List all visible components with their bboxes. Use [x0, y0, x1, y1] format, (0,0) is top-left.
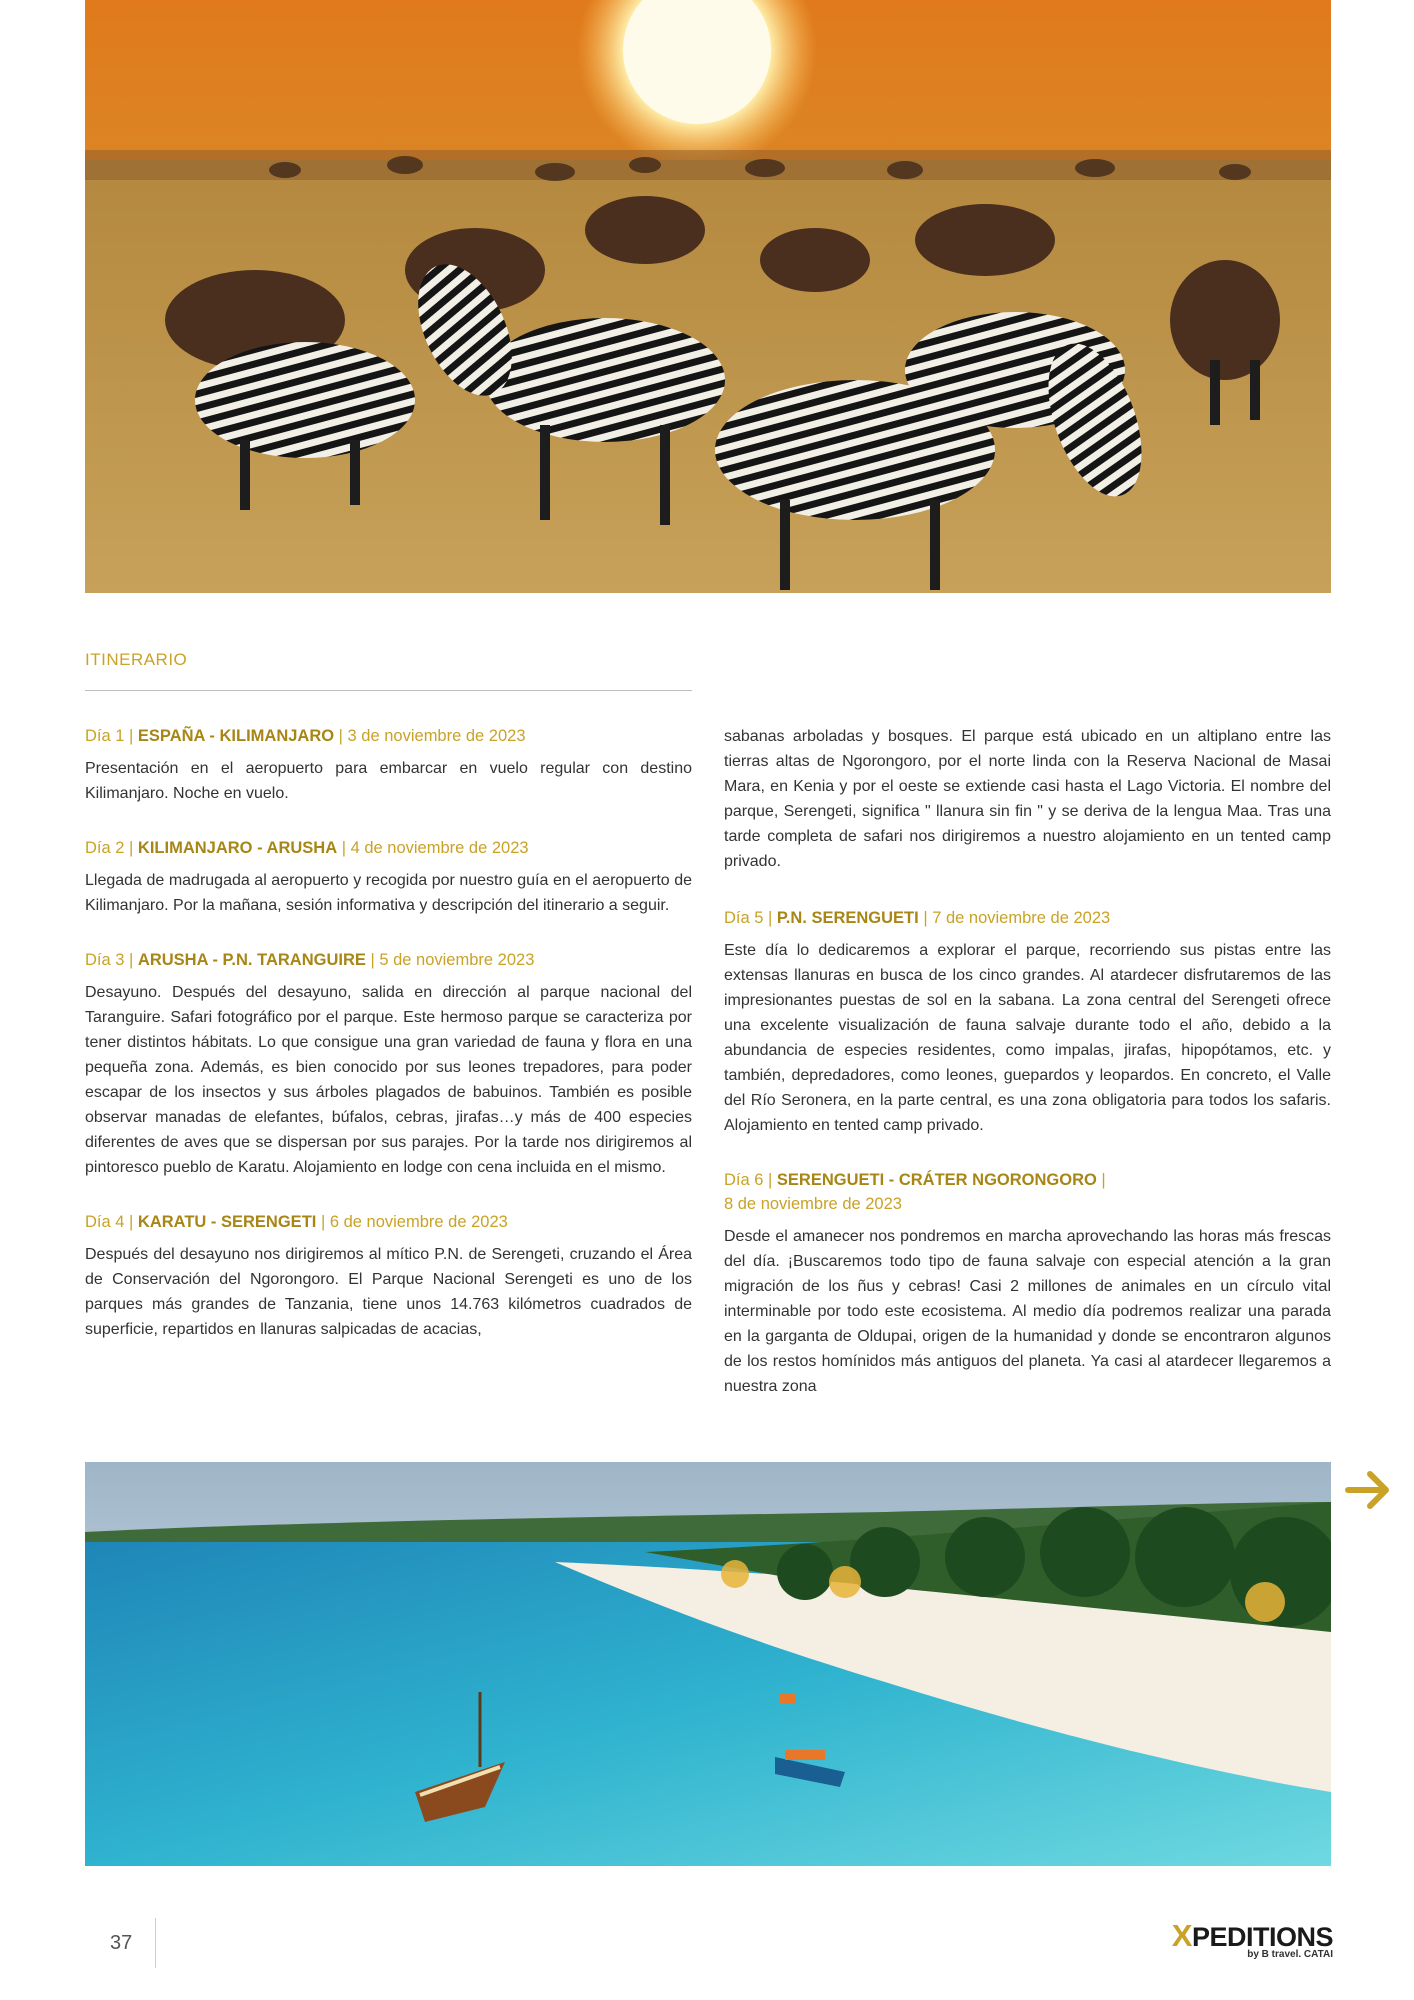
day-description: Desde el amanecer nos pondremos en marcha aprovechando las horas más frescas del día. ¡Buscaremos todo tipo de fauna salvaje con especial atención a la gran migración de los ñus y cebras! Casi 2 millones de animales en un círculo vital interminable por todo este ecosistema. Al medio día podremos realizar una parada en la garganta de Oldupai, origen de la humanidad y donde se encontraron algunos de los restos homínidos más antiguos del planeta. Ya casi al atardecer llegaremos a nuestra zona — [724, 1228, 1331, 1395]
day-date: 8 de noviembre de 2023 — [724, 1195, 902, 1213]
day-heading: Día 3 | ARUSHA - P.N. TARANGUIRE | 5 de noviembre 2023 — [85, 951, 535, 969]
brand-tagline: by B travel. CATAI — [1247, 1949, 1333, 1960]
day-heading: Día 6 | SERENGUETI - CRÁTER NGORONGORO | 8 de noviembre de 2023 — [724, 1171, 1106, 1213]
day-heading: Día 1 | ESPAÑA - KILIMANJARO | 3 de noviembre de 2023 — [85, 727, 526, 745]
itinerary-day — [85, 948, 692, 1180]
day-date: 5 de noviembre 2023 — [379, 951, 535, 969]
brand-name: XPEDITIONS — [1171, 1918, 1333, 1953]
itinerary-column-left — [85, 724, 692, 1372]
itinerary-column-right — [724, 724, 1331, 1429]
itinerary-day — [85, 724, 692, 806]
day-description: Desayuno. Después del desayuno, salida en dirección al parque nacional del Taranguire. Safari fotográfico por el parque. Este hermoso parque se caracteriza por tener distintos hábitats. Lo que consigue una gran variedad de fauna y flora en una pequeña zona. Además, es bien conocido por sus leones trepadores, para poder escapar de los insectos y sus árboles plagados de babuinos. También es posible observar manadas de elefantes, búfalos, cebras, jirafas…y más de 400 especies diferentes de aves que se dispersan por sus parajes. Por la tarde nos dirigiremos al pintoresco pueblo de Karatu. Alojamiento en lodge con cena incluida en el mismo. — [85, 984, 692, 1176]
day-description-continued: sabanas arboladas y bosques. El parque está ubicado en un altiplano entre las tierras altas de Ngorongoro, por el norte linda con la Reserva Nacional de Masai Mara, en Kenia y por el oeste se extiende casi hasta el Lago Victoria. El nombre del parque, Serengeti, significa " llanura sin fin " y se deriva de la lengua Maa. Tras una tarde completa de safari nos dirigiremos a nuestro alojamiento en un tented camp privado. — [724, 728, 1331, 870]
day-route: KARATU - SERENGETI — [137, 1213, 317, 1231]
page-number: 37 — [110, 1932, 133, 1954]
day-route: ARUSHA - P.N. TARANGUIRE — [137, 951, 366, 969]
itinerary-day — [724, 906, 1331, 1138]
safari-photo — [85, 0, 1331, 593]
day-heading: Día 5 | P.N. SERENGUETI | 7 de noviembre de 2023 — [724, 909, 1111, 927]
section-title: ITINERARIO — [85, 650, 188, 669]
day-route: SERENGUETI - CRÁTER NGORONGORO — [776, 1171, 1097, 1189]
day-heading: Día 4 | KARATU - SERENGETI | 6 de noviembre de 2023 — [85, 1213, 508, 1231]
section-divider — [85, 690, 692, 691]
beach-photo — [85, 1462, 1331, 1866]
day-description: Llegada de madrugada al aeropuerto y recogida por nuestro guía en el aeropuerto de Kilimanjaro. Por la mañana, sesión informativa y descripción del itinerario a seguir. — [85, 872, 692, 914]
itinerary-day — [85, 1210, 692, 1342]
day-number: Día 5 — [724, 909, 764, 927]
itinerary-day — [724, 1168, 1331, 1399]
day-route: P.N. SERENGUETI — [776, 909, 919, 927]
arrow-right-icon[interactable] — [1340, 1462, 1396, 1518]
itinerary-day — [85, 836, 692, 918]
day-description: Después del desayuno nos dirigiremos al mítico P.N. de Serengeti, cruzando el Área de Conservación del Ngorongoro. El Parque Nacional Serengeti es uno de los parques más grandes de Tanzania, tiene unos 14.763 kilómetros cuadrados de superficie, repartidos en llanuras salpicadas de acacias, — [85, 1246, 692, 1338]
day-number: Día 6 — [724, 1171, 764, 1189]
day-heading: Día 2 | KILIMANJARO - ARUSHA | 4 de noviembre de 2023 — [85, 839, 529, 857]
day-date: 7 de noviembre de 2023 — [932, 909, 1111, 927]
day-date: 6 de noviembre de 2023 — [329, 1213, 508, 1231]
day-route: ESPAÑA - KILIMANJARO — [137, 727, 335, 745]
day-description: Este día lo dedicaremos a explorar el parque, recorriendo sus pistas entre las extensas llanuras en busca de los cinco grandes. Al atardecer disfrutaremos de las impresionantes puestas de sol en la sabana. La zona central del Serengeti ofrece una excelente visualización de fauna salvaje durante todo el año, debido a la abundancia de especies residentes, como impalas, jirafas, hipopótamos, etc. y también, depredadores, como leones, guepardos y leopardos. En concreto, el Valle del Río Seronera, en la parte central, es una zona obligatoria para todos los safaris. Alojamiento en tented camp privado. — [724, 942, 1331, 1134]
day-route: KILIMANJARO - ARUSHA — [137, 839, 338, 857]
day-description: Presentación en el aeropuerto para embarcar en vuelo regular con destino Kilimanjaro. Noche en vuelo. — [85, 760, 692, 802]
day-number: Día 4 — [85, 1213, 125, 1231]
brand-logo — [1168, 1918, 1333, 1964]
day-number: Día 2 — [85, 839, 125, 857]
day-number: Día 1 — [85, 727, 125, 745]
footer-divider — [155, 1918, 156, 1968]
day-date: 3 de noviembre de 2023 — [347, 727, 526, 745]
day-number: Día 3 — [85, 951, 125, 969]
day-date: 4 de noviembre de 2023 — [350, 839, 529, 857]
